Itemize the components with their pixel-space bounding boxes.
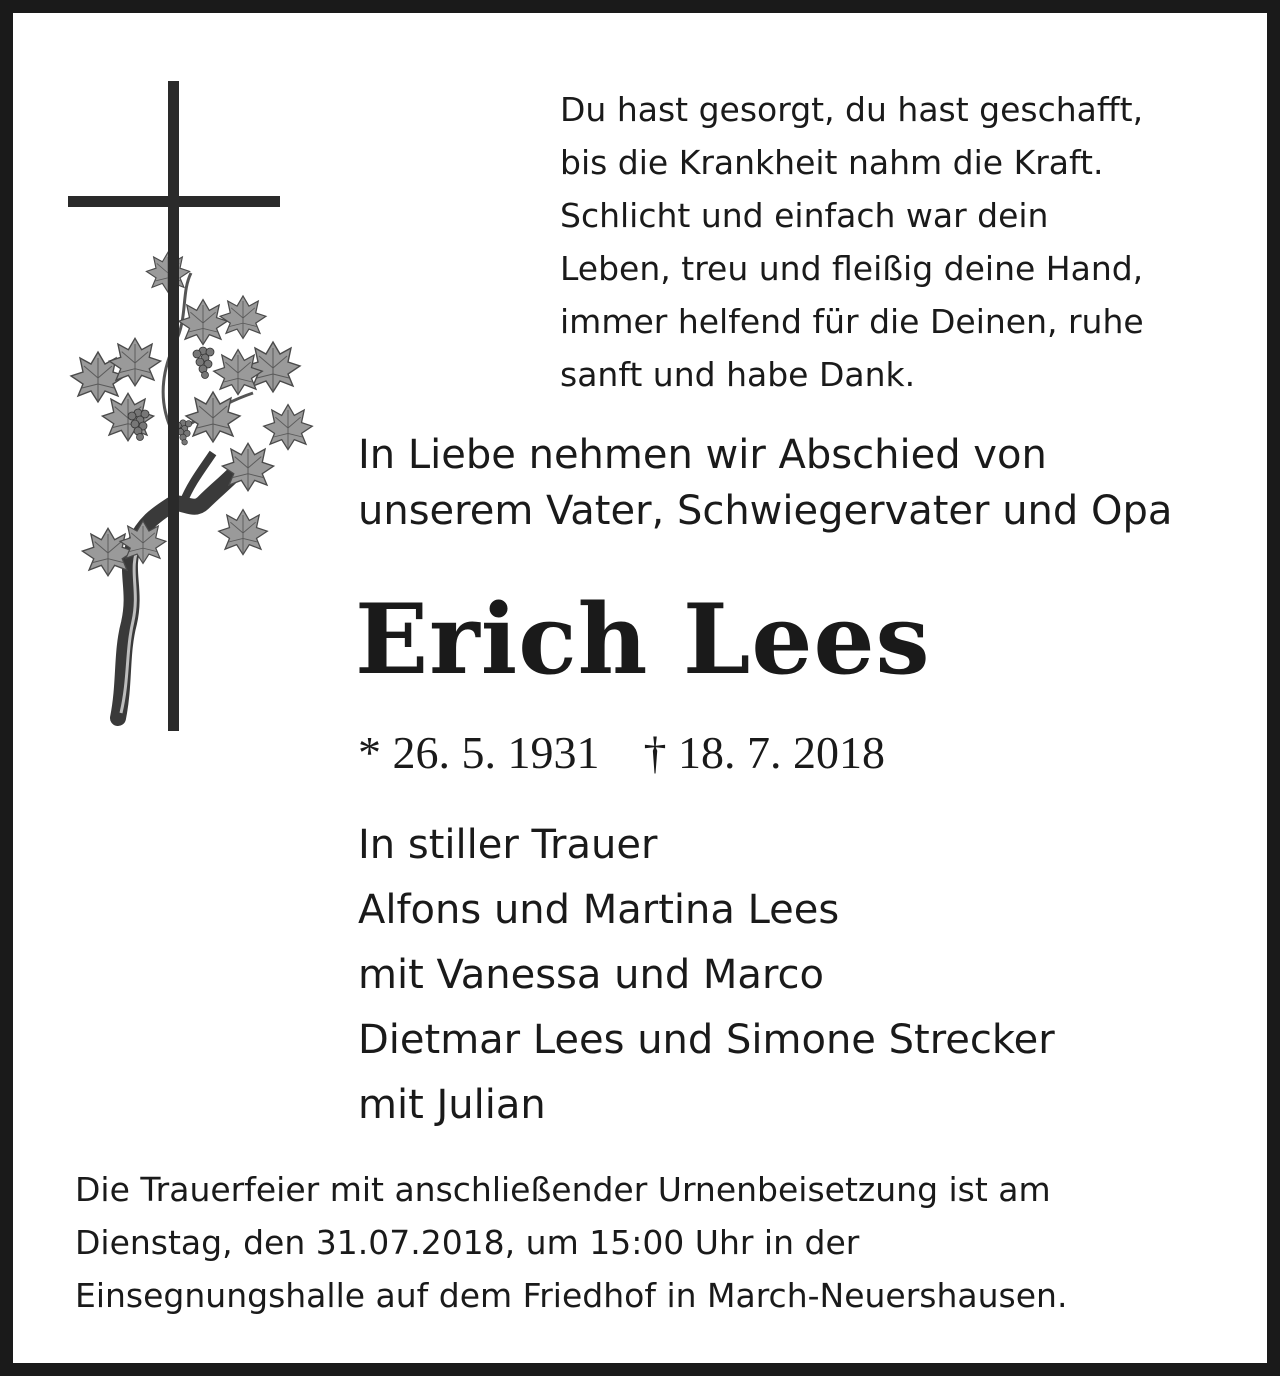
mourners-line: mit Vanessa und Marco	[358, 952, 824, 998]
poem-line: Du hast gesorgt, du hast geschafft,	[560, 90, 1144, 129]
ceremony-line: Dienstag, den 31.07.2018, um 15:00 Uhr in der	[75, 1223, 860, 1262]
life-dates	[358, 725, 885, 781]
mourners-line: mit Julian	[358, 1082, 546, 1128]
ceremony-line: Die Trauerfeier mit anschließender Urnenbeisetzung ist am	[75, 1170, 1051, 1209]
poem-line: Leben, treu und fleißig deine Hand,	[560, 249, 1144, 288]
mourners-list	[358, 813, 1055, 1138]
intro-line: In Liebe nehmen wir Abschied von	[358, 432, 1047, 478]
deceased-name: Erich Lees	[355, 583, 931, 696]
cross-with-grapevine-icon	[63, 73, 323, 743]
ceremony-info	[75, 1163, 1255, 1322]
mourners-line: Dietmar Lees und Simone Strecker	[358, 1017, 1055, 1063]
ceremony-line: Einsegnungshalle auf dem Friedhof in March-Neuershausen.	[75, 1276, 1068, 1315]
poem-line: immer helfend für die Deinen, ruhe	[560, 302, 1144, 341]
mourners-line: In stiller Trauer	[358, 822, 658, 868]
poem-line: bis die Krankheit nahm die Kraft.	[560, 143, 1104, 182]
memorial-poem	[560, 83, 1260, 401]
farewell-intro	[358, 427, 1258, 539]
death-date: † 18. 7. 2018	[643, 727, 885, 778]
intro-line: unserem Vater, Schwiegervater und Opa	[358, 488, 1173, 534]
birth-date: * 26. 5. 1931	[358, 727, 600, 778]
poem-line: Schlicht und einfach war dein	[560, 196, 1049, 235]
mourners-line: Alfons und Martina Lees	[358, 887, 840, 933]
poem-line: sanft und habe Dank.	[560, 355, 916, 394]
